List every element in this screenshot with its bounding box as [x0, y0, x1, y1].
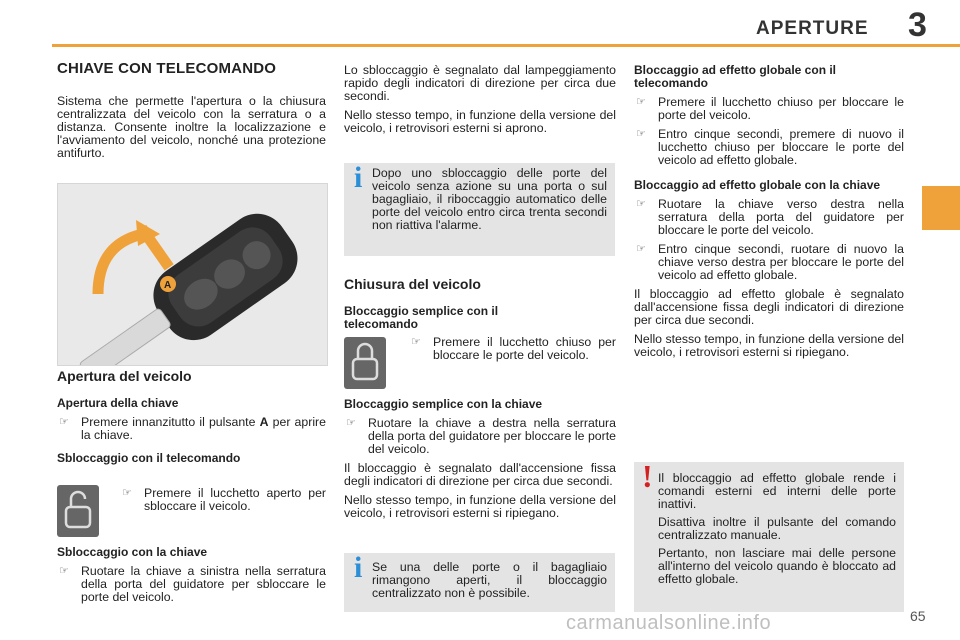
bullet-item: ☞ Premere il lucchetto chiuso per bloccare le porte del veicolo. [411, 335, 616, 362]
sbloccaggio-chiave-title: Sbloccaggio con la chiave [57, 545, 208, 559]
remote-key-icon [58, 184, 327, 365]
paragraph: Nello stesso tempo, in funzione della versione del veicolo, i retrovisori esterni si ripiegano. [634, 332, 905, 359]
pointer-icon: ☞ [636, 198, 646, 210]
globale-tel-title: Bloccaggio ad effetto globale con il telecomando [634, 63, 837, 90]
chapter-tab [922, 186, 960, 230]
pointer-icon: ☞ [636, 128, 646, 140]
paragraph: Il bloccaggio ad effetto globale è segnalato dall'accensione fissa degli indicatori di direzione per circa due secondi. [634, 287, 904, 327]
bullet-item: ☞ Ruotare la chiave verso destra nella serratura della porta del guidatore per bloccare le porte del veicolo. [636, 197, 904, 237]
pointer-icon: ☞ [346, 417, 356, 429]
apertura-heading: Apertura del veicolo [57, 368, 192, 384]
pointer-icon: ☞ [59, 565, 69, 577]
bullet-item: ☞ Premere il lucchetto aperto per sbloccare il veicolo. [122, 486, 326, 513]
info-icon: i [354, 551, 363, 584]
apertura-chiave-title: Apertura della chiave [57, 396, 179, 410]
left-column-lower [57, 370, 326, 471]
section-title: CHIAVE CON TELECOMANDO [57, 60, 277, 77]
header-rule [52, 44, 960, 47]
intro-paragraph: Sistema che permette l'apertura o la chiusura centralizzata del veicolo con la serratura o a distanza. Consente inoltre la localizzazione e l'avviamento del veicolo, nonché una protezione antifurto. [57, 94, 326, 160]
bloccaggio-tel-text [409, 336, 616, 368]
right-column [634, 64, 904, 365]
chapter-title: APERTURE [756, 18, 869, 39]
bullet-item: ☞ Premere innanzitutto il pulsante A per aprire la chiave. [59, 415, 326, 442]
locked-padlock-icon [344, 337, 386, 389]
chapter-number: 3 [908, 6, 927, 44]
bloccaggio-chiave-title: Bloccaggio semplice con la chiave [344, 397, 543, 411]
info-box: i Se una delle porte o il bagagliaio rimangono aperti, il bloccaggio centralizzato non è possibile. [344, 553, 615, 612]
info-icon: i [354, 161, 363, 194]
paragraph: Il bloccaggio è segnalato dall'accensione fissa degli indicatori di direzione per circa due secondi. [344, 461, 616, 488]
paragraph: Lo sbloccaggio è segnalato dal lampeggiamento rapido degli indicatori di direzione per circa due secondi. [344, 63, 616, 103]
globale-chiave-title: Bloccaggio ad effetto globale con la chiave [634, 178, 881, 192]
warning-box: ! Il bloccaggio ad effetto globale rende i comandi esterni ed interni delle porte inattivi. Disattiva inoltre il pulsante del comando centralizzato manuale. Pertanto, non lasciare mai delle persone all'interno del veicolo quando è bloccato ad effetto globale. [634, 462, 904, 612]
pointer-icon: ☞ [636, 243, 646, 255]
pointer-icon: ☞ [59, 416, 69, 428]
bloccaggio-chiave-block [344, 398, 616, 526]
left-column [57, 62, 326, 166]
sbloccaggio-tel-text [120, 487, 326, 519]
chiusura-heading: Chiusura del veicolo [344, 276, 481, 292]
paragraph: Nello stesso tempo, in funzione della versione del veicolo, i retrovisori esterni si aprono. [344, 108, 616, 135]
bullet-item: ☞ Premere il lucchetto chiuso per bloccare le porte del veicolo. [636, 95, 904, 122]
unlocked-padlock-icon [57, 485, 99, 537]
watermark: carmanualsonline.info [566, 612, 772, 634]
key-button-label: A [164, 280, 172, 291]
sbloccaggio-chiave-block [57, 546, 326, 610]
pointer-icon: ☞ [122, 487, 132, 499]
sbloccaggio-telecomando-title: Sbloccaggio con il telecomando [57, 451, 241, 465]
key-illustration [57, 183, 328, 366]
bullet-item: ☞ Entro cinque secondi, ruotare di nuovo la chiave verso destra per bloccare le porte del veicolo ad effetto globale. [636, 242, 904, 282]
page-number: 65 [910, 608, 926, 624]
info-box: i Dopo uno sbloccaggio delle porte del veicolo senza azione su una porta o sul bagagliaio, il riboccaggio automatico delle porte del veicolo entro circa trenta secondi non riattiva l'alarme. [344, 163, 615, 256]
bullet-item: ☞ Ruotare la chiave a destra nella serratura della porta del guidatore per bloccare le porte del veicolo. [346, 416, 616, 456]
middle-column [344, 64, 616, 141]
bloccaggio-tel-title: Bloccaggio semplice con il telecomando [344, 304, 499, 331]
bullet-item: ☞ Entro cinque secondi, premere di nuovo il lucchetto chiuso per bloccare le porte del veicolo ad effetto globale. [636, 127, 904, 167]
paragraph: Nello stesso tempo, in funzione della versione del veicolo, i retrovisori esterni si ripiegano. [344, 493, 616, 520]
bullet-item: ☞ Ruotare la chiave a sinistra nella serratura della porta del guidatore per sbloccare le porte del veicolo. [59, 564, 326, 604]
pointer-icon: ☞ [411, 336, 421, 348]
pointer-icon: ☞ [636, 96, 646, 108]
warning-icon: ! [642, 458, 653, 494]
chiusura-section [344, 278, 616, 337]
